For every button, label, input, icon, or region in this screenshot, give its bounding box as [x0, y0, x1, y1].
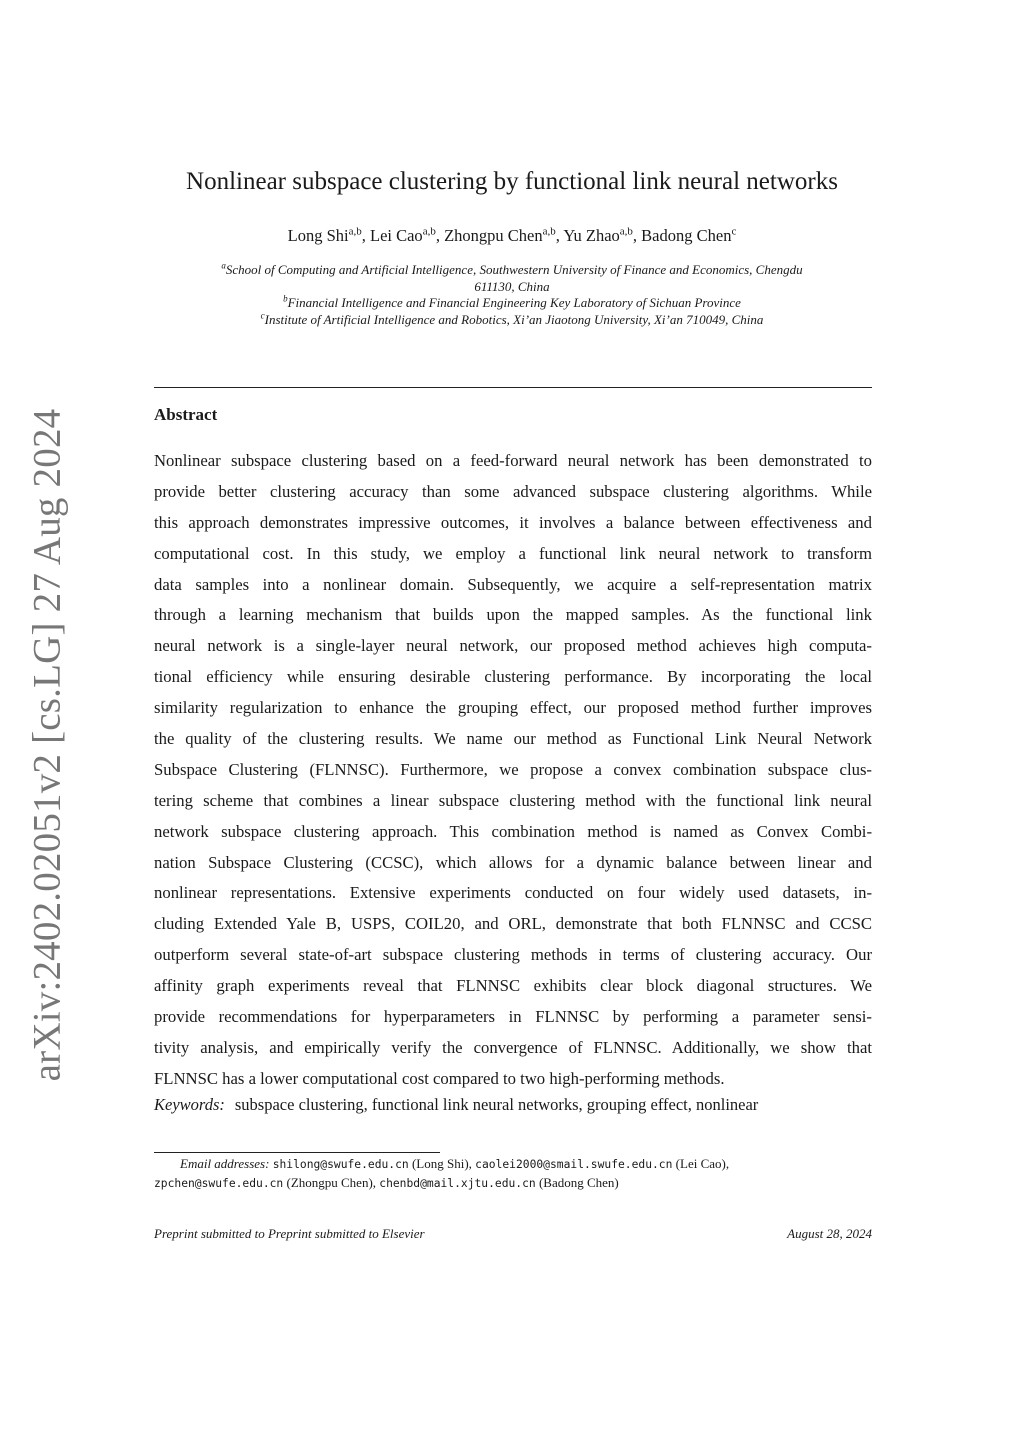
abstract-line: tering scheme that combines a linear subspace clustering method with the functional link neural [154, 790, 872, 810]
email-link[interactable]: zpchen@swufe.edu.cn [154, 1177, 284, 1190]
author: Long Shi$^{a,b}$ [287, 225, 362, 245]
abstract-line: this approach demonstrates impressive outcomes, it involves a balance between effectiveness and [154, 512, 872, 532]
keywords-label: Keywords: [154, 1095, 225, 1114]
keywords [154, 1095, 758, 1115]
abstract-line: nonlinear representations. Extensive experiments conducted on four widely used datasets, in- [154, 883, 872, 903]
abstract-line: Subspace Clustering (FLNNSC). Furthermore, we propose a convex combination subspace clus- [154, 759, 872, 779]
abstract-line: neural network is a single-layer neural network, our proposed method achieves high computa- [154, 636, 872, 656]
email-link[interactable]: caolei2000@smail.swufe.edu.cn [475, 1158, 673, 1171]
abstract-line: provide better clustering accuracy than some advanced subspace clustering algorithms. While [154, 481, 872, 501]
abstract-line: Nonlinear subspace clustering based on a feed-forward neural network has been demonstrated to [154, 451, 872, 470]
abstract-line: the quality of the clustering results. We name our method as Functional Link Neural Network [154, 729, 872, 749]
affiliation-c: $^c$Institute of Artificial Intelligence and Robotics, Xi’an Jiaotong University, Xi’an 710049, China [260, 310, 764, 327]
abstract-line: computational cost. In this study, we employ a functional link neural network to transform [154, 543, 872, 563]
affiliations [150, 262, 874, 328]
author: Yu Zhao$^{a,b}$ [563, 225, 633, 245]
abstract-line: similarity regularization to enhance the grouping effect, our proposed method further improves [154, 698, 872, 718]
footnote-divider [154, 1152, 440, 1153]
affiliation-b: $^b$Financial Intelligence and Financial Engineering Key Laboratory of Sichuan Province [283, 293, 741, 310]
affiliation-a: $^a$School of Computing and Artificial Intelligence, Southwestern University of Finance and Economics, Chengdu [221, 260, 803, 277]
preprint-note: Preprint submitted to Preprint submitted to Elsevier [154, 1226, 425, 1241]
abstract-line: cluding Extended Yale B, USPS, COIL20, and ORL, demonstrate that both FLNNSC and CCSC [154, 914, 872, 934]
email-link[interactable]: chenbd@mail.xjtu.edu.cn [379, 1177, 536, 1190]
keywords-text: subspace clustering, functional link neural networks, grouping effect, nonlinear [234, 1095, 759, 1114]
author: Zhongpu Chen$^{a,b}$ [444, 225, 556, 245]
abstract-line: through a learning mechanism that builds upon the mapped samples. As the functional link [154, 605, 872, 625]
author: Lei Cao$^{a,b}$ [369, 225, 436, 245]
affiliation-a-continued: 611130, China [474, 278, 550, 294]
abstract-heading: Abstract [154, 405, 218, 424]
abstract-line: tional efficiency while ensuring desirable clustering performance. By incorporating the local [154, 667, 872, 687]
paper-title: Nonlinear subspace clustering by functional link neural networks [186, 168, 838, 195]
abstract-line: FLNNSC has a lower computational cost compared to two high-performing methods. [154, 1068, 725, 1088]
abstract-line: network subspace clustering approach. This combination method is named as Convex Combi- [154, 821, 872, 841]
abstract-line: data samples into a nonlinear domain. Subsequently, we acquire a self-representation matrix [154, 574, 872, 594]
abstract-line: outperform several state-of-art subspace clustering methods in terms of clustering accuracy. Our [154, 945, 872, 965]
email-label: Email addresses: [180, 1156, 270, 1171]
abstract-line: affinity graph experiments reveal that FLNNSC exhibits clear block diagonal structures. We [154, 976, 872, 996]
author-list: Long Shi$^{a,b}$, Lei Cao$^{a,b}$, Zhongpu Chen$^{a,b}$, Yu Zhao$^{a,b}$, Badong Chen$^c$ [287, 225, 737, 245]
email-link[interactable]: shilong@swufe.edu.cn [272, 1158, 409, 1171]
abstract-body [154, 446, 872, 1095]
author: Badong Chen$^c$ [641, 225, 737, 245]
abstract-line: provide recommendations for hyperparameters in FLNNSC by performing a parameter sensi- [154, 1007, 872, 1027]
arxiv-identifier: arXiv:2402.02051v2 [cs.LG] 27 Aug 2024 [25, 408, 69, 1082]
header-divider [154, 387, 872, 388]
email-footnote: Email addresses: shilong@swufe.edu.cn (Long Shi), caolei2000@smail.swufe.edu.cn (Lei Cao), zpchen@swufe.edu.cn (Zhongpu Chen), chenbd@mail.xjtu.edu.cn (Badong Chen) [154, 1156, 730, 1190]
abstract-line: nation Subspace Clustering (CCSC), which allows for a dynamic balance between linear and [154, 852, 872, 872]
preprint-date: August 28, 2024 [787, 1226, 872, 1241]
abstract-line: tivity analysis, and empirically verify the convergence of FLNNSC. Additionally, we show that [154, 1037, 872, 1057]
